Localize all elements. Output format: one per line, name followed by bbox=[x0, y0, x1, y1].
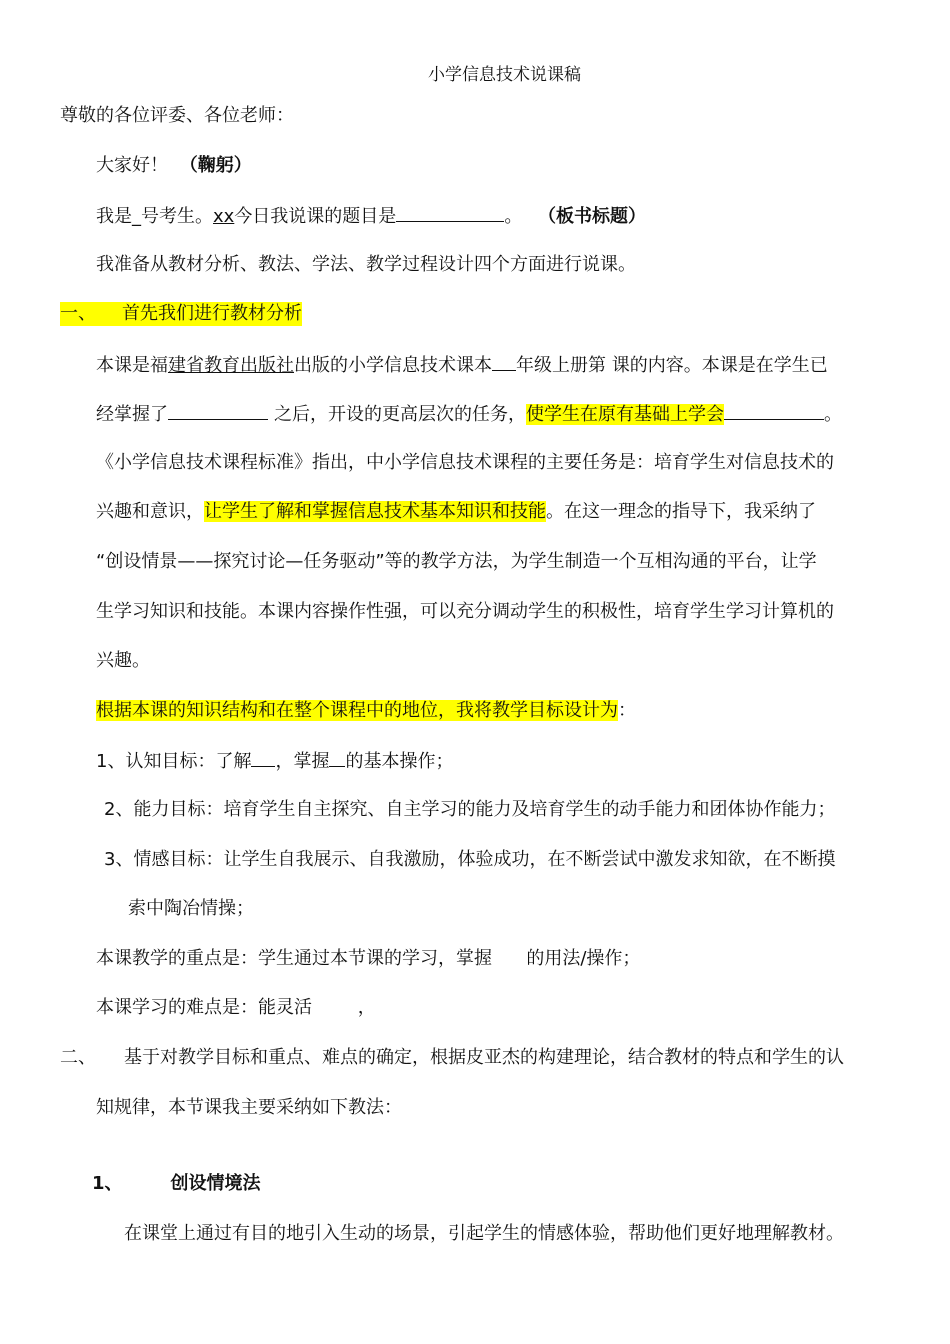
para1-l2-text-b: 之后，开设的更高层次的任务， bbox=[274, 404, 526, 425]
goal1-blank-a bbox=[251, 748, 275, 767]
method1-text: 在课堂上通过有目的地引入生动的场景，引起学生的情感体验，帮助他们更好地理解教材。 bbox=[124, 1223, 844, 1244]
para1-l4-text-a: 兴趣和意识， bbox=[96, 501, 204, 522]
goal1-blank-b bbox=[329, 748, 345, 767]
goals-intro-end: ： bbox=[618, 700, 636, 721]
para1-l2-highlight: 使学生在原有基础上学会 bbox=[526, 404, 724, 425]
mastered-blank bbox=[168, 401, 268, 420]
section2-line2: 知规律，本节课我主要采纳如下教法： bbox=[96, 1097, 402, 1118]
para1-l4-highlight: 让学生了解和掌握信息技术基本知识和技能 bbox=[204, 501, 546, 522]
section2-line1 bbox=[60, 1046, 844, 1070]
method1-heading bbox=[92, 1172, 261, 1196]
goal-emotion-line1: 3、情感目标：让学生自我展示、自我激励，体验成功，在不断尝试中激发求知欲，在不断摸 bbox=[104, 849, 836, 870]
para1-line2 bbox=[96, 401, 842, 427]
board-title-note: （板书标题） bbox=[538, 206, 647, 227]
section2-number: 二、 bbox=[60, 1047, 96, 1068]
para1-line6: 生学习知识和技能。本课内容操作性强，可以充分调动学生的积极性，培育学生学习计算机的 bbox=[96, 601, 834, 622]
section1-title: 首先我们进行教材分析 bbox=[122, 303, 302, 324]
intro-line bbox=[96, 203, 646, 229]
learn-blank bbox=[724, 401, 824, 420]
para1-line5: “创设情景——探究讨论—任务驱动”等的教学方法，为学生制造一个互相沟通的平台，让学 bbox=[96, 551, 817, 572]
para1-line7: 兴趣。 bbox=[96, 650, 150, 671]
difficulty: 本课学习的难点是：能灵活 ， bbox=[96, 997, 376, 1018]
goals-intro bbox=[96, 699, 636, 723]
goal1-text-a: 1、认知目标：了解 bbox=[96, 751, 252, 772]
intro-xx: xx bbox=[213, 206, 235, 227]
publisher-name: 建省教育出版社 bbox=[168, 355, 294, 376]
goal-cognitive bbox=[96, 748, 453, 774]
goal-ability: 2、能力目标：培育学生自主探究、自主学习的能力及培育学生的动手能力和团体协作能力； bbox=[104, 799, 836, 820]
key-point: 本课教学的重点是：学生通过本节课的学习，掌握 的用法/操作； bbox=[96, 948, 641, 969]
title-blank bbox=[396, 203, 504, 222]
para1-line4 bbox=[96, 500, 816, 524]
greeting: 尊敬的各位评委、各位老师： bbox=[60, 105, 294, 126]
goal-emotion-line2: 索中陶冶情操； bbox=[128, 898, 254, 919]
para1-l2-end: 。 bbox=[824, 404, 842, 425]
hello-line bbox=[96, 154, 252, 178]
para1-text-a: 本课是福 bbox=[96, 355, 168, 376]
goal1-text-b: ，掌握 bbox=[275, 751, 330, 772]
para1-l2-text-a: 经掌握了 bbox=[96, 404, 168, 425]
document-title: 小学信息技术说课稿 bbox=[428, 65, 581, 85]
intro-end: 。 bbox=[504, 206, 523, 227]
goals-intro-highlight: 根据本课的知识结构和在整个课程中的地位，我将教学目标设计为 bbox=[96, 700, 618, 721]
intro-prefix: 我是_号考生。 bbox=[96, 206, 213, 227]
hello-text: 大家好！ bbox=[96, 155, 168, 176]
goal1-text-c: 的基本操作； bbox=[345, 751, 454, 772]
para1-line3: 《小学信息技术课程标准》指出，中小学信息技术课程的主要任务是：培育学生对信息技术的 bbox=[96, 452, 834, 473]
bow-note: （鞠躬） bbox=[179, 155, 252, 176]
section2-text-line1: 基于对教学目标和重点、难点的确定，根据皮亚杰的构建理论，结合教材的特点和学生的认 bbox=[124, 1047, 844, 1068]
section1-heading bbox=[60, 302, 302, 326]
section1-number: 一、 bbox=[60, 303, 96, 324]
plan-line: 我准备从教材分析、教法、学法、教学过程设计四个方面进行说课。 bbox=[96, 254, 636, 275]
grade-blank bbox=[492, 352, 516, 371]
para1-text-c: 年级上册第 课的内容。本课是在学生已 bbox=[516, 355, 828, 376]
para1-l4-text-b: 。在这一理念的指导下，我采纳了 bbox=[546, 501, 816, 522]
method1-number: 1、 bbox=[92, 1173, 123, 1194]
intro-mid: 今日我说课的题目是 bbox=[234, 206, 397, 227]
para1-line1 bbox=[96, 352, 828, 378]
para1-text-b: 出版的小学信息技术课本 bbox=[294, 355, 492, 376]
method1-title: 创设情境法 bbox=[170, 1173, 261, 1194]
